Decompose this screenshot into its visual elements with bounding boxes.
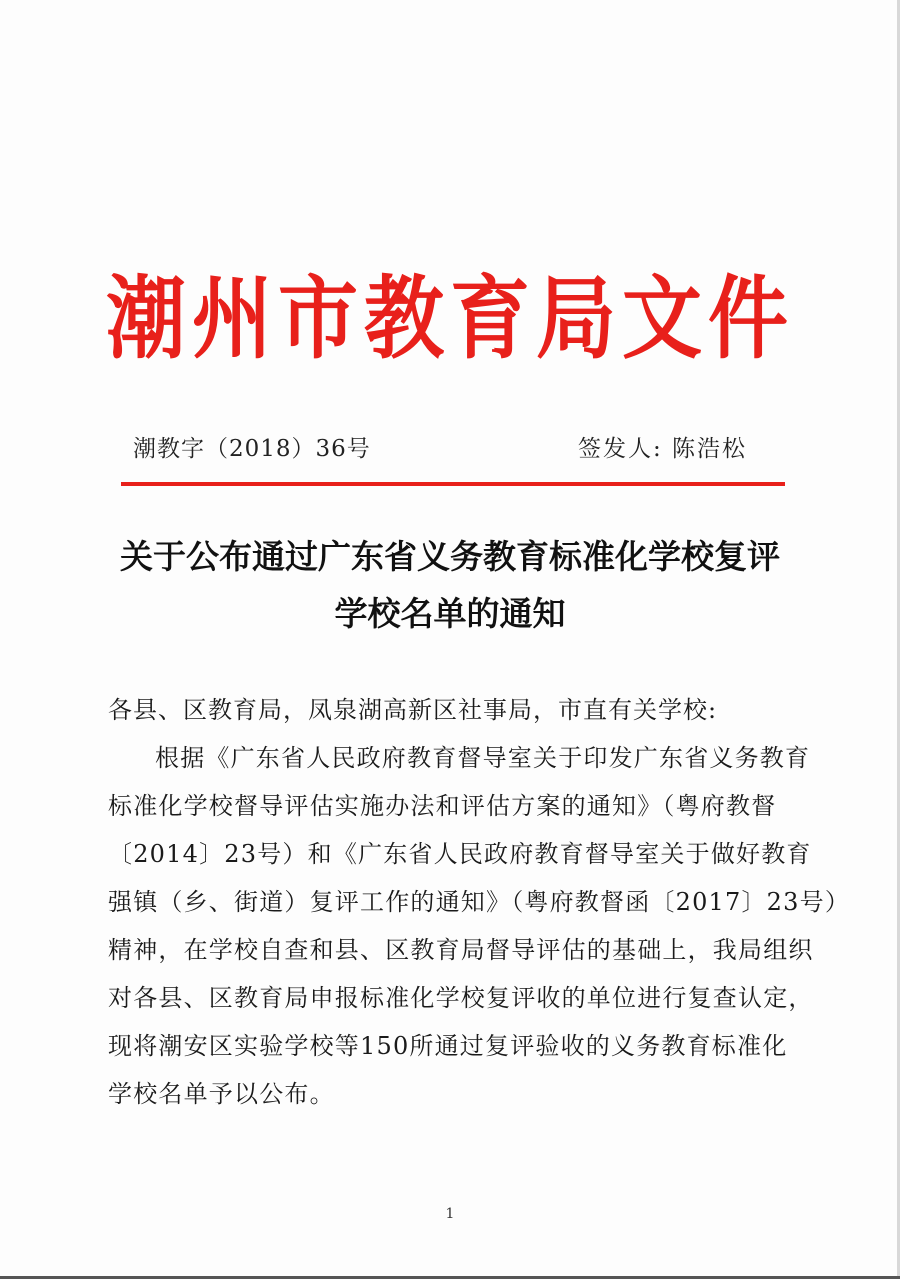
body-line-8: 学校名单予以公布。 [108,1080,335,1108]
body-line-5: 精神，在学校自查和县、区教育局督导评估的基础上，我局组织 [108,936,814,964]
signer: 签发人: 陈浩松 [577,436,747,462]
body-line-7: 现将潮安区实验学校等150所通过复评验收的义务教育标准化 [108,1032,788,1060]
addressee: 各县、区教育局，凤泉湖高新区社事局，市直有关学校: [108,696,718,724]
body-line-1: 根据《广东省人民政府教育督导室关于印发广东省义务教育 [155,744,811,772]
document-number: 潮教字（2018）36号 [133,436,371,462]
body-line-3: 〔2014〕23号）和《广东省人民政府教育督导室关于做好教育 [108,840,812,868]
notice-title-line-1: 关于公布通过广东省义务教育标准化学校复评 [120,537,780,576]
body-line-4: 强镇（乡、街道）复评工作的通知》（粤府教督函〔2017〕23号） [108,888,851,916]
body-line-2: 标准化学校督导评估实施办法和评估方案的通知》（粤府教督 [108,792,777,820]
masthead-title: 潮州市教育局文件 [106,265,794,371]
red-divider-line [121,482,785,486]
page-number: 1 [445,1206,455,1222]
notice-title-line-2: 学校名单的通知 [334,594,566,633]
body-line-6: 对各县、区教育局申报标准化学校复评收的单位进行复查认定， [108,984,814,1012]
